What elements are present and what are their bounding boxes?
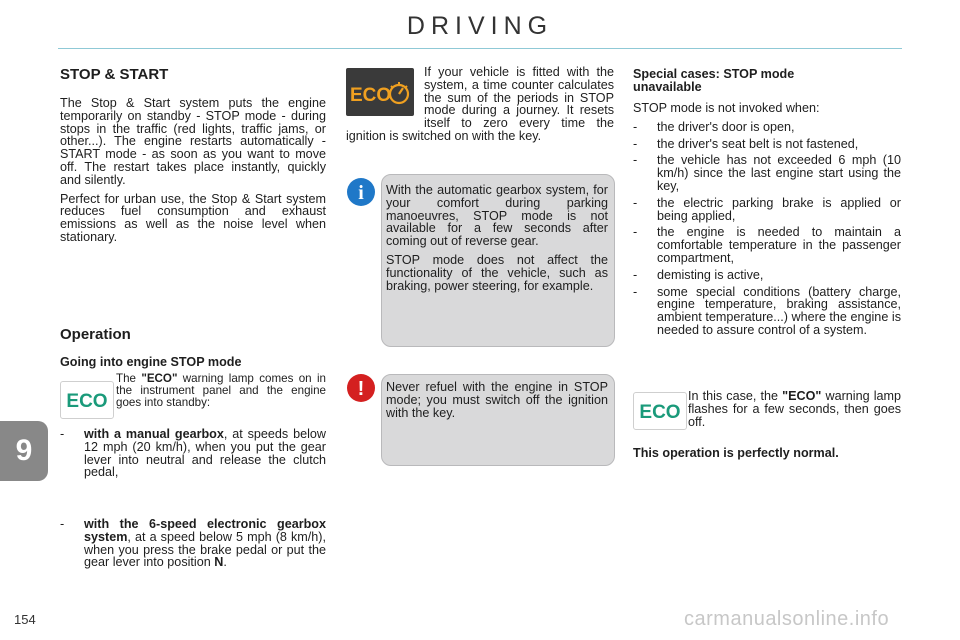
chapter-number: 9	[15, 434, 33, 467]
eco-flashing-icon	[633, 392, 687, 430]
special-cases-section	[633, 68, 901, 341]
warning-text: Never refuel with the engine in STOP mode; you must switch off the ignition with the key.	[386, 380, 608, 420]
operation-section	[60, 326, 326, 369]
info-icon	[346, 177, 376, 212]
time-counter-text: If your vehicle is fitted with the system, a time counter calculates the sum of the periods in STOP mode during a journey. It resets itself to zero every time the ignition is switched on with the key.	[346, 65, 614, 143]
svg-text:!: !	[357, 378, 365, 400]
list-item: - some special conditions (battery charge, engine temperature, braking assistance, ambient temperature...) where the engine is needed to assure control of a system.	[633, 286, 901, 337]
special-cases-list	[633, 121, 901, 337]
eco-lamp-description: The "ECO" warning lamp comes on in the instrument panel and the engine goes into standby:	[116, 372, 326, 409]
page-number: 154	[14, 612, 36, 627]
watermark: carmanualsonline.info	[684, 608, 890, 630]
svg-text:i: i	[358, 182, 364, 204]
special-cases-intro: STOP mode is not invoked when:	[633, 101, 820, 115]
info-paragraph-1: With the automatic gearbox system, for your comfort during parking manoeuvres, STOP mode is not available for a few seconds after coming out of reverse gear.	[386, 183, 608, 249]
intro-paragraph-1: The Stop & Start system puts the engine temporarily on standby - STOP mode - during stops in the traffic (red lights, traffic jams, or other...). The engine restarts automatically - START mode - as soon as you want to move off. The restart takes place instantly, quickly and silently.	[60, 96, 326, 187]
list-item: - demisting is active,	[633, 269, 901, 282]
eco-flashing-text: In this case, the "ECO" warning lamp flashes for a few seconds, then goes off.	[688, 389, 901, 429]
electronic-gearbox-item: - with the 6-speed electronic gearbox system, at a speed below 5 mph (8 km/h), when you press the brake pedal or put the gear lever into position N.	[60, 517, 326, 570]
section-heading: STOP & START	[60, 66, 169, 83]
list-item: - the driver's seat belt is not fastened,	[633, 138, 901, 151]
intro-paragraph-2: Perfect for urban use, the Stop & Start system reduces fuel consumption and exhaust emissions as well as the noise level when stationary.	[60, 191, 326, 244]
list-item: - the engine is needed to maintain a comfortable temperature in the passenger compartment,	[633, 226, 901, 264]
page-title: DRIVING	[406, 12, 554, 40]
stop-start-section	[60, 66, 326, 250]
manual-gearbox-item: - with a manual gearbox, at speeds below 12 mph (20 km/h), when you put the gear lever into neutral and release the clutch pedal,	[60, 427, 326, 480]
header-divider	[58, 48, 902, 49]
intro-text	[60, 97, 326, 244]
list-item: - the electric parking brake is applied or being applied,	[633, 197, 901, 223]
eco-label: ECO	[350, 85, 392, 106]
special-cases-heading: Special cases: STOP mode unavailable	[633, 67, 795, 94]
list-item: - the vehicle has not exceeded 6 mph (10 km/h) since the last engine start using the key,	[633, 154, 901, 192]
stop-mode-subheading: Going into engine STOP mode	[60, 355, 242, 369]
operation-heading: Operation	[60, 326, 131, 343]
info-text	[386, 184, 608, 298]
eco-label: ECO	[639, 402, 681, 423]
normal-operation-note: This operation is perfectly normal.	[633, 446, 839, 460]
eco-label: ECO	[66, 391, 108, 412]
info-paragraph-2: STOP mode does not affect the functionality of the vehicle, such as braking, power steering, for example.	[386, 252, 608, 293]
list-item: - the driver's door is open,	[633, 121, 901, 134]
warning-icon	[346, 373, 376, 408]
eco-warning-lamp-icon	[60, 381, 114, 419]
